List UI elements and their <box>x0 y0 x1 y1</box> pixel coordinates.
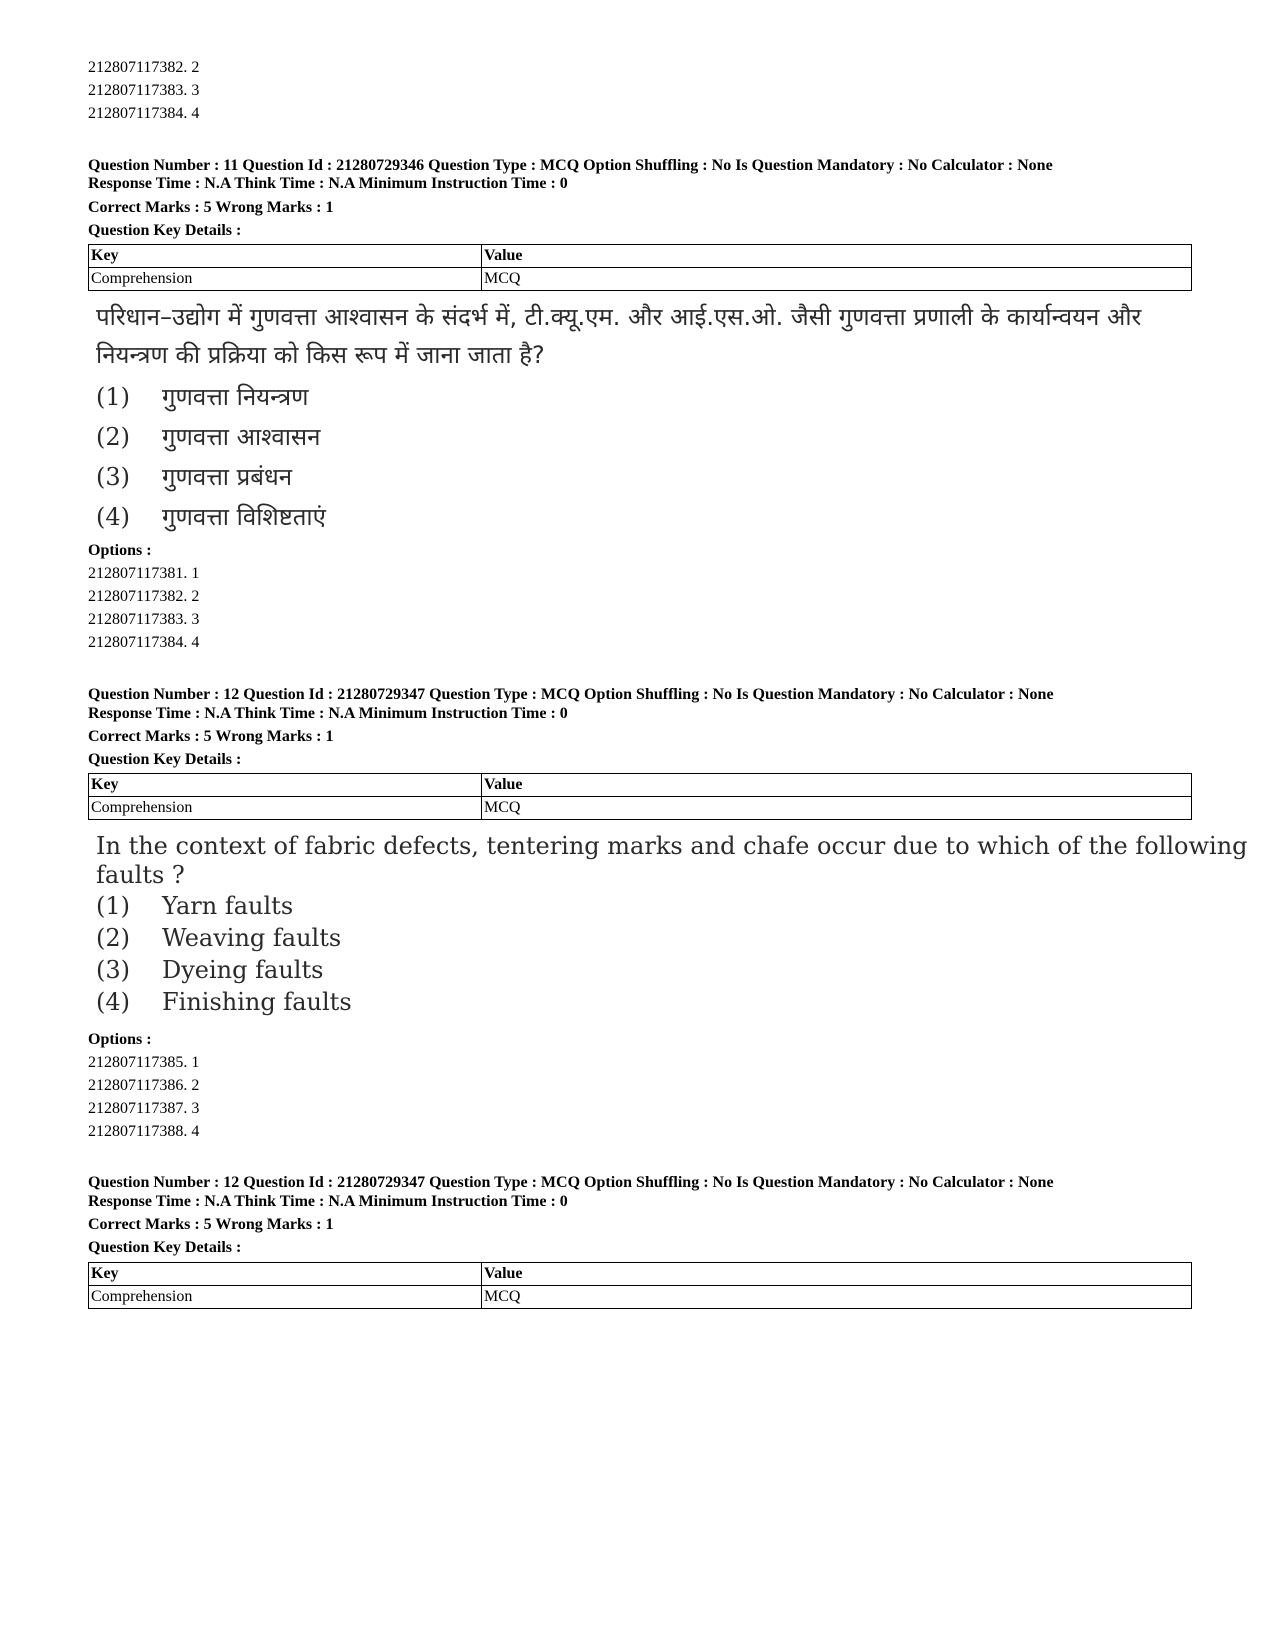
q12-option-4: 212807117388. 4 <box>88 1123 200 1140</box>
q11-choice-1-text: गुणवत्ता नियन्त्रण <box>162 383 309 411</box>
q11-option-2: 212807117382. 2 <box>88 588 200 605</box>
top-option-3: 212807117384. 4 <box>88 105 200 122</box>
q11-choice-2 <box>96 420 320 453</box>
q12-header-line2: Response Time : N.A Think Time : N.A Minimum Instruction Time : 0 <box>88 705 568 722</box>
q11-choice-4-text: गुणवत्ता विशिष्टताएं <box>162 503 326 531</box>
q12-option-2: 212807117386. 2 <box>88 1077 200 1094</box>
q11-choice-4 <box>96 500 326 533</box>
q12-choice-3-number: (3) <box>96 956 130 984</box>
q12-table-cell-value: MCQ <box>482 797 1192 820</box>
q11-key-details-label: Question Key Details : <box>88 222 242 239</box>
q12-marks: Correct Marks : 5 Wrong Marks : 1 <box>88 728 334 745</box>
q12-table-cell-key: Comprehension <box>89 797 482 820</box>
q11-choice-2-number: (2) <box>96 423 130 451</box>
q12-option-3: 212807117387. 3 <box>88 1100 200 1117</box>
q11-option-4: 212807117384. 4 <box>88 634 200 651</box>
q11-options-label: Options : <box>88 542 152 559</box>
q11-question-line2: नियन्त्रण की प्रक्रिया को किस रूप में जाना जाता है? <box>96 341 545 369</box>
q12-choice-3-text: Dyeing faults <box>162 956 324 984</box>
q11-choice-4-number: (4) <box>96 503 130 531</box>
q12-question-line1: In the context of fabric defects, tentering marks and chafe occur due to which of the following <box>96 832 1248 860</box>
q12b-marks: Correct Marks : 5 Wrong Marks : 1 <box>88 1216 334 1233</box>
q12-choice-2 <box>96 924 341 952</box>
q11-question-line1: परिधान–उद्योग में गुणवत्ता आश्वासन के संदर्भ में, टी.क्यू.एम. और आई.एस.ओ. जैसी गुणवत्ता प्रणाली के कार्यान्वयन और <box>96 303 1142 331</box>
q11-header-line2: Response Time : N.A Think Time : N.A Minimum Instruction Time : 0 <box>88 175 568 192</box>
q11-header-line1: Question Number : 11 Question Id : 21280729346 Question Type : MCQ Option Shuffling : No Is Question Mandatory : No Calculator : None <box>88 157 1053 174</box>
top-option-1: 212807117382. 2 <box>88 59 200 76</box>
q11-choice-1-number: (1) <box>96 383 130 411</box>
q12-choice-1-text: Yarn faults <box>162 892 294 920</box>
q12b-key-details-table <box>88 1262 1192 1309</box>
q12-key-details-table <box>88 773 1192 820</box>
q12-choice-2-text: Weaving faults <box>162 924 342 952</box>
q11-table-header-value: Value <box>482 245 1192 268</box>
q11-marks: Correct Marks : 5 Wrong Marks : 1 <box>88 199 334 216</box>
q11-key-details-table <box>88 244 1192 291</box>
q11-choice-3-text: गुणवत्ता प्रबंधन <box>162 463 293 491</box>
q12b-table-header-value: Value <box>482 1263 1192 1286</box>
q12-table-header-key: Key <box>89 774 482 797</box>
q12-choice-4-text: Finishing faults <box>162 988 352 1016</box>
q12-choice-4 <box>96 988 352 1016</box>
q11-choice-2-text: गुणवत्ता आश्वासन <box>162 423 321 451</box>
q12-choice-4-number: (4) <box>96 988 130 1016</box>
q12-key-details-label: Question Key Details : <box>88 751 242 768</box>
q12b-table-cell-key: Comprehension <box>89 1286 482 1309</box>
q12-choice-1-number: (1) <box>96 892 130 920</box>
q12-table-header-value: Value <box>482 774 1192 797</box>
q12-choice-1 <box>96 892 293 920</box>
q12b-header-line2: Response Time : N.A Think Time : N.A Minimum Instruction Time : 0 <box>88 1193 568 1210</box>
q12-choice-3 <box>96 956 323 984</box>
q12-question-line2: faults ? <box>96 861 185 889</box>
q11-table-cell-key: Comprehension <box>89 268 482 291</box>
q11-table-cell-value: MCQ <box>482 268 1192 291</box>
top-option-2: 212807117383. 3 <box>88 82 200 99</box>
q11-option-3: 212807117383. 3 <box>88 611 200 628</box>
q11-choice-3-number: (3) <box>96 463 130 491</box>
q12-header-line1: Question Number : 12 Question Id : 21280729347 Question Type : MCQ Option Shuffling : No Is Question Mandatory : No Calculator : None <box>88 686 1054 703</box>
q12-options-label: Options : <box>88 1031 152 1048</box>
q12-choice-2-number: (2) <box>96 924 130 952</box>
q12b-key-details-label: Question Key Details : <box>88 1239 242 1256</box>
q12b-header-line1: Question Number : 12 Question Id : 21280729347 Question Type : MCQ Option Shuffling : No Is Question Mandatory : No Calculator : None <box>88 1174 1054 1191</box>
q11-option-1: 212807117381. 1 <box>88 565 200 582</box>
q12b-table-cell-value: MCQ <box>482 1286 1192 1309</box>
q11-choice-1 <box>96 380 309 413</box>
q11-table-header-key: Key <box>89 245 482 268</box>
q11-choice-3 <box>96 460 292 493</box>
q12b-table-header-key: Key <box>89 1263 482 1286</box>
q12-option-1: 212807117385. 1 <box>88 1054 200 1071</box>
